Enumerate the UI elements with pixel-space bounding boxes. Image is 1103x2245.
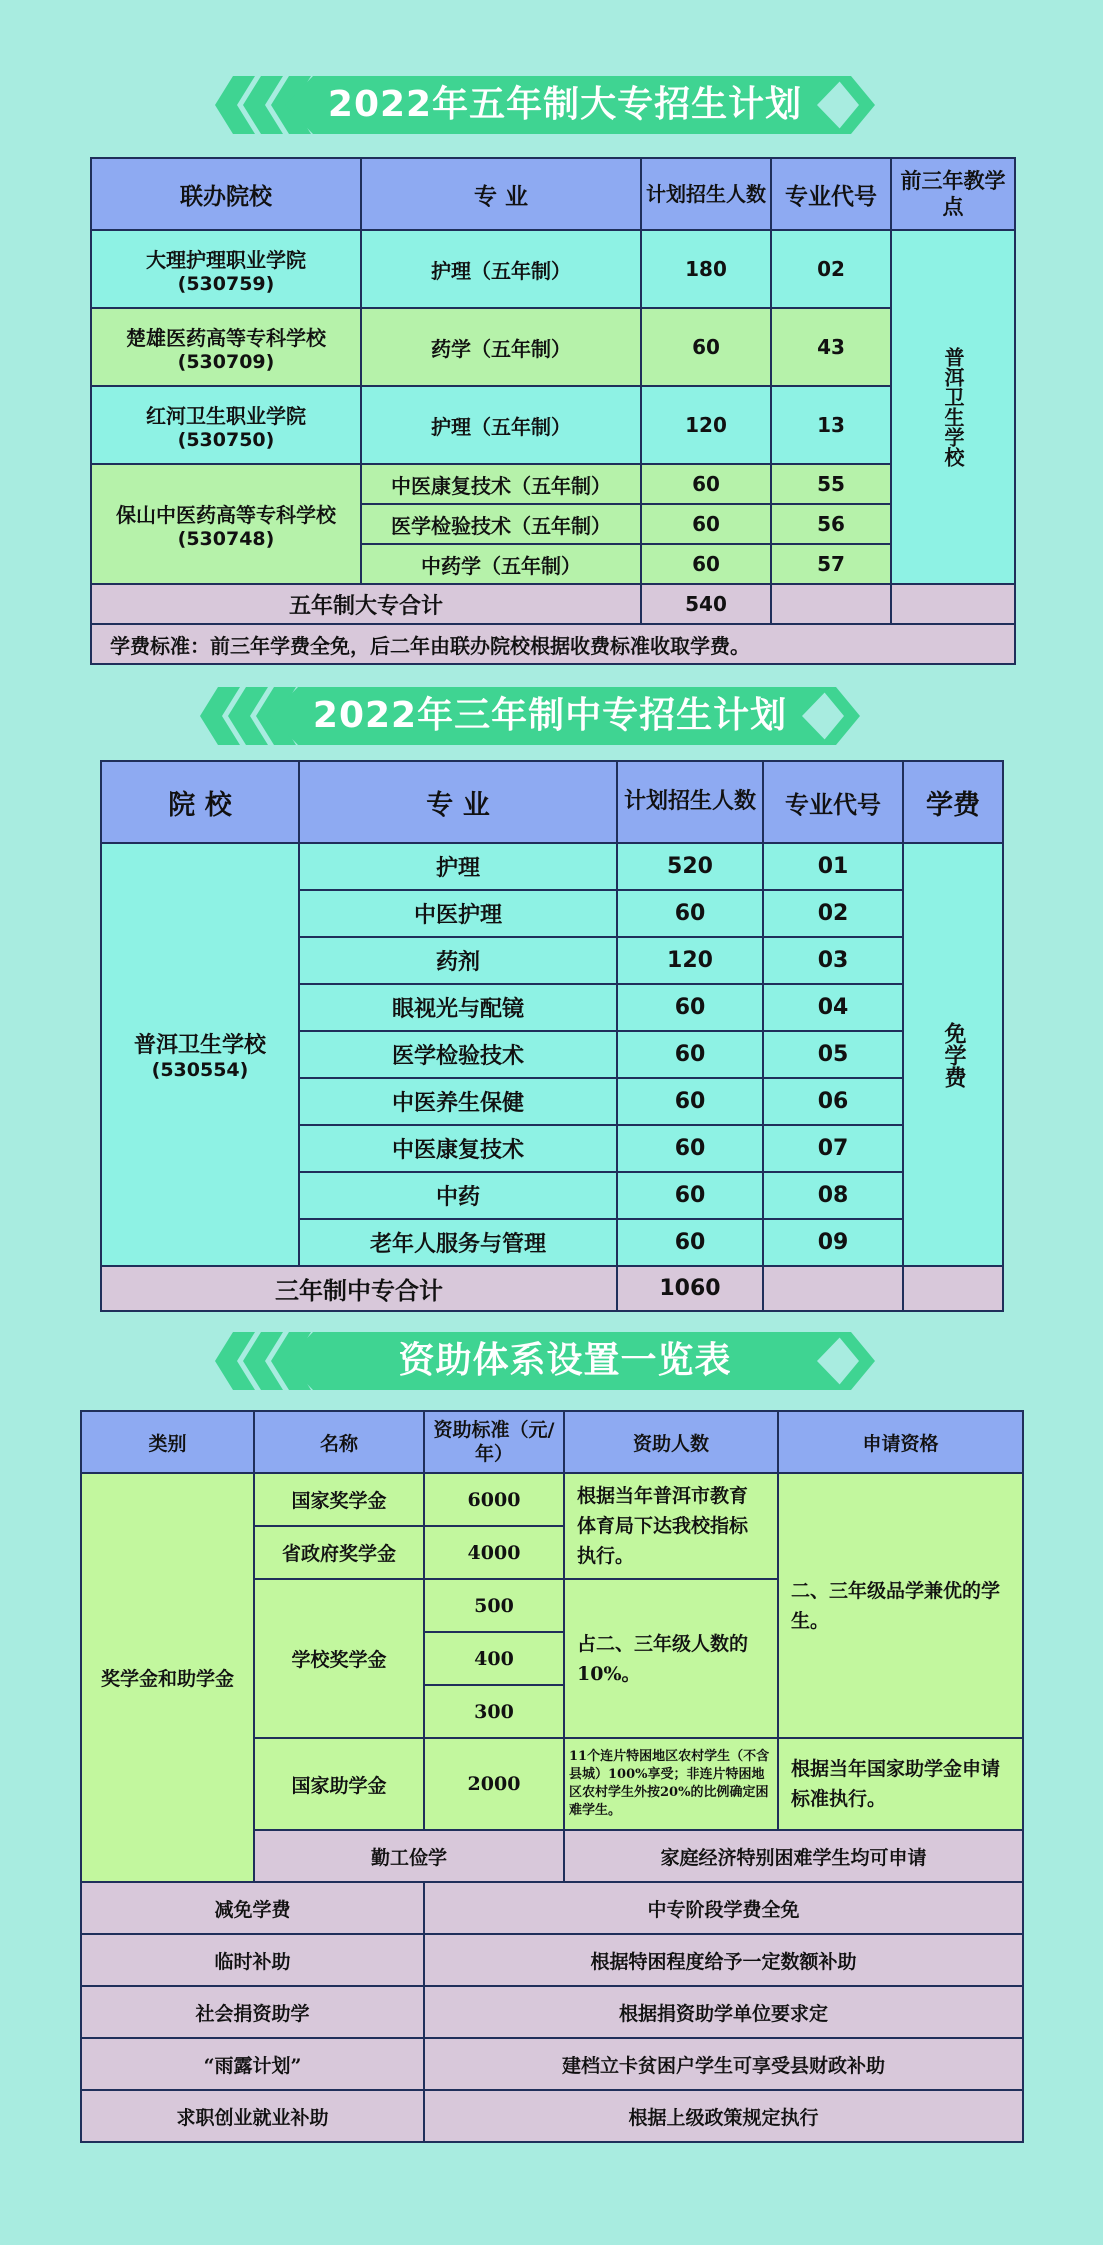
- arrow-tail-icon: [835, 1332, 875, 1390]
- school-cell: [91, 386, 361, 464]
- teaching-point-text: 普洱卫生学校: [941, 347, 965, 467]
- count-cell: 60: [617, 984, 763, 1031]
- qualification-cell: 根据当年国家助学金申请标准执行。: [778, 1738, 1023, 1830]
- amount-cell: 2000: [424, 1738, 564, 1830]
- code-cell: 07: [763, 1125, 903, 1172]
- aid-name: 社会捐资助学: [81, 1986, 424, 2038]
- school-code: (530750): [177, 428, 275, 451]
- count-cell: 60: [617, 1219, 763, 1266]
- code-cell: 04: [763, 984, 903, 1031]
- header-school: 院 校: [101, 761, 299, 843]
- empty-cell: [763, 1266, 903, 1311]
- aid-desc: 建档立卡贫困户学生可享受县财政补助: [424, 2038, 1023, 2090]
- code-cell: 09: [763, 1219, 903, 1266]
- empty-cell: [771, 584, 891, 624]
- name-cell: 省政府奖学金: [254, 1526, 424, 1579]
- major-cell: 中医护理: [299, 890, 617, 937]
- total-value: 1060: [617, 1266, 763, 1311]
- major-cell: 中医康复技术（五年制）: [361, 464, 641, 504]
- category-cell: 奖学金和助学金: [81, 1473, 254, 1882]
- total-value: 540: [641, 584, 771, 624]
- count-cell: 60: [617, 1125, 763, 1172]
- school-cell: [91, 230, 361, 308]
- count-cell: 520: [617, 843, 763, 890]
- code-cell: 02: [771, 230, 891, 308]
- qualification-cell: 二、三年级品学兼优的学生。: [778, 1473, 1023, 1738]
- aid-desc: 家庭经济特别困难学生均可申请: [564, 1830, 1023, 1882]
- count-cell: 60: [641, 464, 771, 504]
- aid-name: “雨露计划”: [81, 2038, 424, 2090]
- school-code: (530759): [177, 272, 275, 295]
- code-cell: 01: [763, 843, 903, 890]
- aid-desc: 根据特困程度给予一定数额补助: [424, 1934, 1023, 1986]
- count-cell: 60: [617, 1031, 763, 1078]
- name-cell: 国家奖学金: [254, 1473, 424, 1526]
- header-code: 专业代号: [763, 761, 903, 843]
- header-qualification: 申请资格: [778, 1411, 1023, 1473]
- tuition-note: 学费标准：前三年学费全免，后二年由联办院校根据收费标准收取学费。: [91, 624, 1015, 664]
- header-standard: 资助标准（元/年）: [424, 1411, 564, 1473]
- code-cell: 56: [771, 504, 891, 544]
- major-cell: 医学检验技术: [299, 1031, 617, 1078]
- school-name: 普洱卫生学校: [133, 1033, 266, 1058]
- code-cell: 57: [771, 544, 891, 584]
- name-cell: 国家助学金: [254, 1738, 424, 1830]
- count-cell: 60: [641, 308, 771, 386]
- section2-title: 2022年三年制中专招生计划: [312, 695, 788, 736]
- school-name: 红河卫生职业学院: [146, 403, 306, 428]
- aid-name: 勤工俭学: [254, 1830, 564, 1882]
- header-people: 资助人数: [564, 1411, 778, 1473]
- section2-banner: [200, 687, 880, 745]
- total-label: 三年制中专合计: [101, 1266, 617, 1311]
- header-code: 专业代号: [771, 158, 891, 230]
- aid-name: 求职创业就业补助: [81, 2090, 424, 2142]
- name-cell: 学校奖学金: [254, 1579, 424, 1738]
- total-label: 五年制大专合计: [91, 584, 641, 624]
- count-cell: 180: [641, 230, 771, 308]
- amount-cell: 6000: [424, 1473, 564, 1526]
- count-cell: 120: [617, 937, 763, 984]
- major-cell: 医学检验技术（五年制）: [361, 504, 641, 544]
- aid-desc: 根据捐资助学单位要求定: [424, 1986, 1023, 2038]
- amount-cell: 300: [424, 1685, 564, 1738]
- header-name: 名称: [254, 1411, 424, 1473]
- code-cell: 02: [763, 890, 903, 937]
- school-name: 大理护理职业学院: [146, 247, 306, 272]
- code-cell: 06: [763, 1078, 903, 1125]
- three-year-plan-table: [100, 760, 1004, 1312]
- major-cell: 护理: [299, 843, 617, 890]
- empty-cell: [903, 1266, 1003, 1311]
- section1-banner: [215, 76, 895, 134]
- major-cell: 中医养生保健: [299, 1078, 617, 1125]
- code-cell: 13: [771, 386, 891, 464]
- school-cell: [91, 464, 361, 584]
- fee-cell: [903, 843, 1003, 1266]
- section3-banner: [215, 1332, 895, 1390]
- header-major: 专 业: [361, 158, 641, 230]
- school-code: (530748): [177, 527, 275, 550]
- major-cell: 护理（五年制）: [361, 386, 641, 464]
- amount-cell: 500: [424, 1579, 564, 1632]
- arrow-tail-icon: [835, 76, 875, 134]
- header-category: 类别: [81, 1411, 254, 1473]
- amount-cell: 400: [424, 1632, 564, 1685]
- code-cell: 03: [763, 937, 903, 984]
- count-cell: 60: [617, 890, 763, 937]
- section1-title: 2022年五年制大专招生计划: [327, 84, 803, 125]
- people-cell: 11个连片特困地区农村学生（不含县城）100%享受；非连片特困地区农村学生外按20%的比例确定困难学生。: [564, 1738, 778, 1830]
- major-cell: 中药: [299, 1172, 617, 1219]
- teaching-point-cell: [891, 230, 1015, 584]
- aid-desc: 根据上级政策规定执行: [424, 2090, 1023, 2142]
- count-cell: 60: [641, 504, 771, 544]
- school-name: 保山中医药高等专科学校: [116, 502, 336, 527]
- fee-text: 免学费: [941, 1021, 966, 1088]
- section3-title: 资助体系设置一览表: [398, 1340, 732, 1381]
- code-cell: 08: [763, 1172, 903, 1219]
- count-cell: 120: [641, 386, 771, 464]
- code-cell: 55: [771, 464, 891, 504]
- school-cell: [101, 843, 299, 1266]
- header-major: 专 业: [299, 761, 617, 843]
- people-cell: 根据当年普洱市教育体育局下达我校指标执行。: [564, 1473, 778, 1579]
- empty-cell: [891, 584, 1015, 624]
- code-cell: 43: [771, 308, 891, 386]
- major-cell: 药剂: [299, 937, 617, 984]
- header-school: 联办院校: [91, 158, 361, 230]
- count-cell: 60: [617, 1172, 763, 1219]
- major-cell: 中药学（五年制）: [361, 544, 641, 584]
- count-cell: 60: [617, 1078, 763, 1125]
- header-count: 计划招生人数: [641, 158, 771, 230]
- major-cell: 药学（五年制）: [361, 308, 641, 386]
- school-name: 楚雄医药高等专科学校: [126, 325, 326, 350]
- aid-desc: 中专阶段学费全免: [424, 1882, 1023, 1934]
- school-code: (530554): [151, 1059, 249, 1081]
- header-count: 计划招生人数: [617, 761, 763, 843]
- header-fee: 学费: [903, 761, 1003, 843]
- major-cell: 护理（五年制）: [361, 230, 641, 308]
- aid-system-table: [80, 1410, 1024, 2143]
- amount-cell: 4000: [424, 1526, 564, 1579]
- five-year-plan-table: [90, 157, 1016, 665]
- aid-name: 减免学费: [81, 1882, 424, 1934]
- major-cell: 中医康复技术: [299, 1125, 617, 1172]
- school-code: (530709): [177, 350, 275, 373]
- count-cell: 60: [641, 544, 771, 584]
- header-teaching-point: 前三年教学点: [891, 158, 1015, 230]
- major-cell: 老年人服务与管理: [299, 1219, 617, 1266]
- people-cell: 占二、三年级人数的10%。: [564, 1579, 778, 1738]
- code-cell: 05: [763, 1031, 903, 1078]
- school-cell: [91, 308, 361, 386]
- arrow-tail-icon: [820, 687, 860, 745]
- major-cell: 眼视光与配镜: [299, 984, 617, 1031]
- aid-name: 临时补助: [81, 1934, 424, 1986]
